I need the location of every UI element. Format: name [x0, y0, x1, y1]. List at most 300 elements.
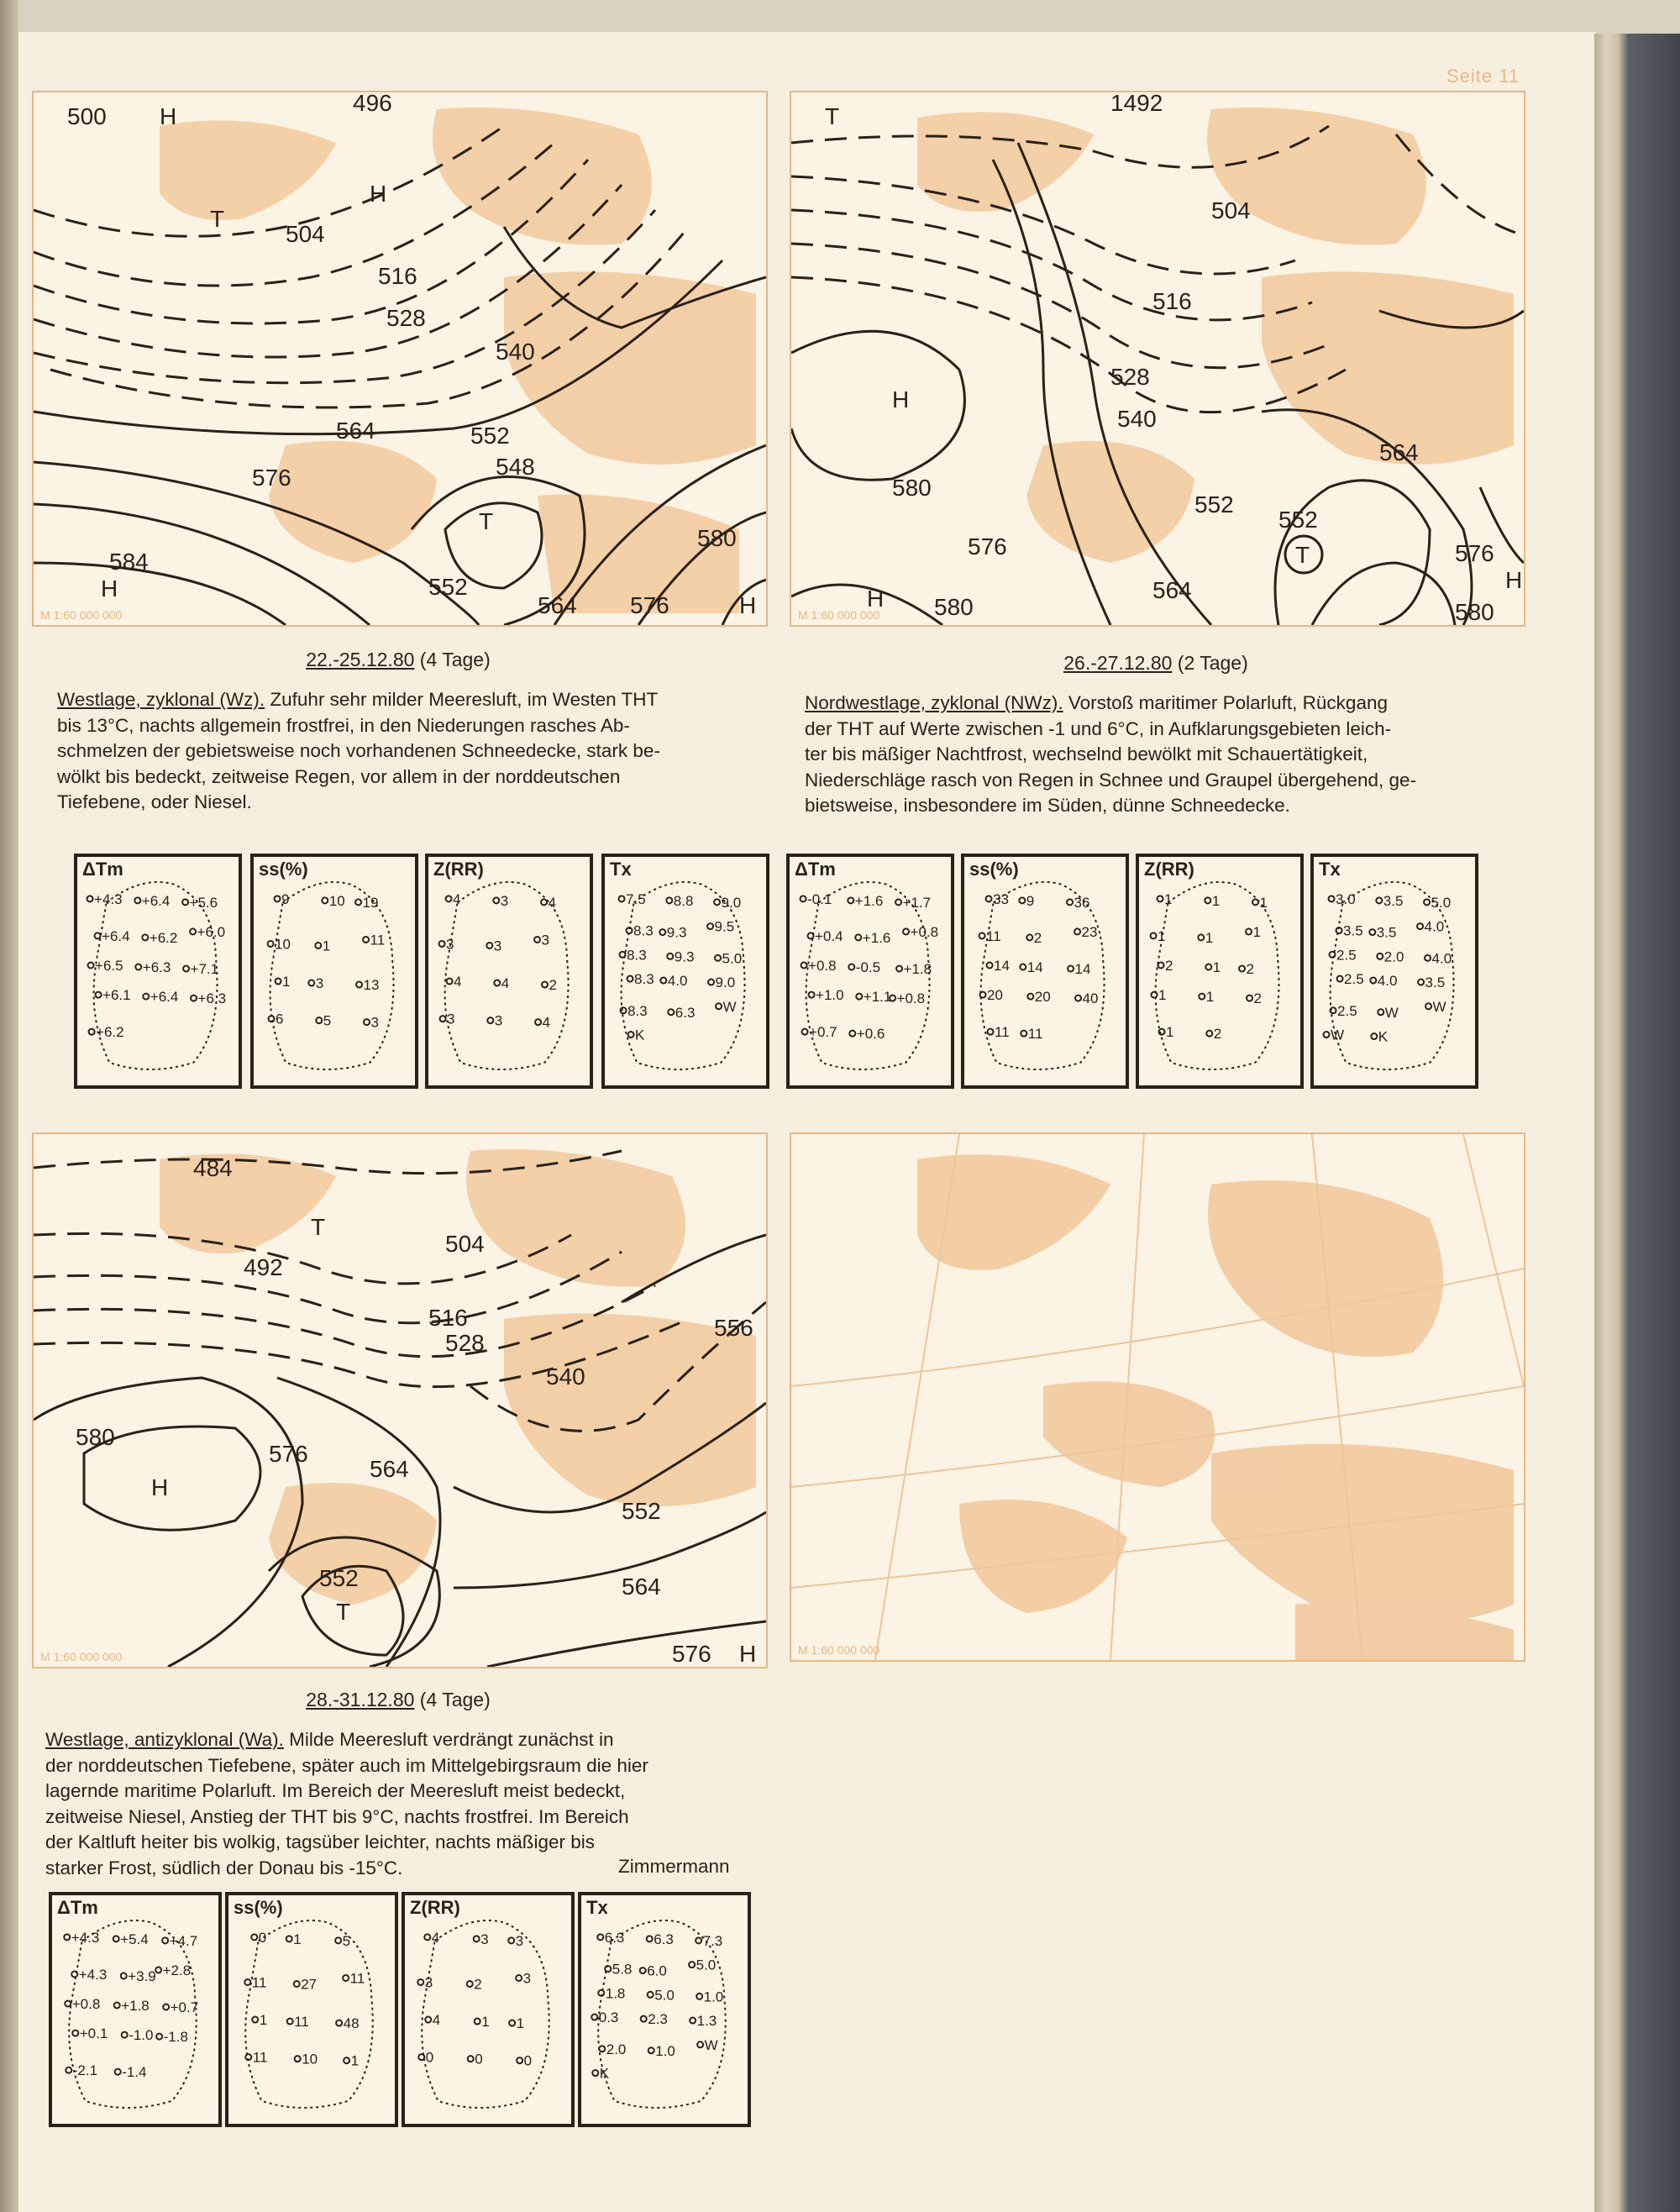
station-dot: [1158, 963, 1164, 969]
station-value: 10: [302, 2051, 318, 2068]
minimap-label: ss(%): [969, 859, 1019, 880]
minimap-label: ΔTm: [795, 859, 836, 880]
station-value: K: [635, 1027, 645, 1043]
station-value: 5.8: [612, 1961, 633, 1978]
station-value: 4: [548, 894, 557, 911]
isohypse-chart-1: [34, 92, 766, 625]
station-value: W: [1331, 1027, 1345, 1043]
station-dot: [335, 1937, 341, 1943]
station-dot: [72, 2031, 78, 2036]
minimap-label: Z(RR): [433, 859, 484, 880]
minimap-label: ss(%): [234, 1897, 283, 1918]
station-dot: [809, 992, 815, 998]
station-dot: [535, 1019, 541, 1025]
station-dot: [155, 1967, 161, 1973]
station-dot: [690, 2018, 696, 2024]
station-plot: [964, 857, 1126, 1085]
station-dot: [640, 1968, 646, 1973]
station-value: +1.0: [816, 987, 844, 1004]
station-dot: [1378, 1009, 1383, 1015]
contour-label: 576: [968, 533, 1007, 560]
desc-line: bis 13°C, nachts allgemein frostfrei, in den Niederungen rasches Ab-: [57, 714, 630, 736]
station-dot: [621, 1007, 627, 1013]
high-marker: H: [151, 1474, 169, 1500]
station-value: 3: [541, 932, 550, 948]
station-value: 13: [363, 977, 380, 994]
station-value: 1: [1259, 894, 1268, 911]
station-value: 33: [993, 891, 1009, 907]
station-dot: [627, 976, 633, 982]
station-dot: [592, 2070, 598, 2076]
contour-label: 580: [892, 475, 932, 501]
minimap-row1-4: [601, 854, 769, 1089]
contour-label: 540: [1117, 406, 1157, 432]
contour-label: 580: [934, 594, 974, 620]
station-dot: [143, 994, 149, 1000]
station-value: 3: [447, 1011, 455, 1027]
station-value: 4.0: [1431, 950, 1452, 967]
contour-label: 504: [286, 221, 325, 247]
station-dot: [986, 896, 992, 901]
contour-label: 564: [336, 418, 375, 444]
station-dot: [534, 937, 540, 943]
station-dot: [336, 2020, 342, 2026]
station-dot: [715, 955, 721, 961]
station-value: 4: [542, 1014, 551, 1031]
station-dot: [696, 1994, 702, 1999]
station-value: 20: [1034, 989, 1051, 1006]
station-plot: [77, 857, 239, 1085]
station-value: 1: [1205, 989, 1215, 1006]
station-dot: [316, 1017, 322, 1023]
station-value: 4: [432, 2012, 441, 2029]
station-value: 11: [251, 1974, 267, 1991]
station-dot: [541, 899, 547, 905]
station-value: +3.9: [128, 1968, 156, 1984]
station-dot: [487, 1017, 493, 1023]
station-dot: [1425, 1003, 1431, 1009]
station-dot: [71, 1971, 77, 1977]
map-scale: M 1:60 000 000: [40, 608, 123, 622]
station-dot: [467, 1981, 473, 1987]
station-value: +6.1: [102, 987, 131, 1004]
station-value: 2.5: [1344, 971, 1364, 988]
station-value: 6.3: [675, 1004, 696, 1021]
station-dot: [848, 897, 853, 903]
station-dot: [517, 2057, 522, 2063]
contour-label: 528: [1110, 364, 1150, 390]
station-value: 1: [282, 974, 291, 990]
station-value: 8.8: [673, 892, 694, 909]
station-dot: [115, 2069, 121, 2075]
station-value: 40: [1082, 990, 1099, 1007]
station-dot: [344, 2057, 349, 2063]
station-value: 9.0: [721, 894, 742, 911]
station-value: +1.6: [854, 892, 884, 909]
station-value: W: [704, 2036, 718, 2053]
station-dot: [1330, 952, 1336, 958]
station-dot: [468, 2056, 474, 2062]
station-dot: [446, 896, 452, 901]
station-value: 11: [986, 927, 1001, 944]
station-value: 9.5: [714, 918, 735, 935]
station-value: 1: [322, 938, 331, 954]
station-value: -0.1: [807, 891, 832, 907]
station-value: 0: [258, 1929, 267, 1946]
station-value: 4: [501, 975, 510, 992]
station-dot: [1152, 992, 1158, 998]
minimap-row1-2: [250, 854, 418, 1089]
station-dot: [89, 1029, 95, 1035]
high-marker: H: [1505, 567, 1523, 593]
contour-label: 564: [370, 1456, 409, 1482]
minimap-label: ΔTm: [57, 1897, 98, 1918]
map2-type: Nordwestlage, zyklonal (NWz).: [805, 692, 1063, 713]
desc-line: zeitweise Niesel, Anstieg der THT bis 9°C, nachts frostfrei. Im Bereich: [45, 1805, 629, 1827]
station-dot: [1425, 955, 1431, 961]
station-plot: [1314, 857, 1475, 1085]
contour-label: 552: [622, 1498, 661, 1524]
map1-description: [57, 687, 766, 816]
station-value: K: [599, 2065, 610, 2082]
isohypse-chart-3: [34, 1134, 766, 1667]
map3-days: (4 Tage): [419, 1689, 491, 1710]
desc-line: starker Frost, südlich der Donau bis -15°C.: [45, 1857, 403, 1878]
station-dot: [696, 1937, 701, 1943]
minimap-row3-3: [402, 1892, 575, 2127]
station-dot: [856, 994, 862, 1000]
contour-label: 580: [697, 525, 737, 551]
station-plot: [254, 857, 415, 1085]
station-value: +6.5: [95, 958, 123, 974]
station-value: 0: [425, 2049, 434, 2066]
station-dot: [1324, 1032, 1330, 1038]
station-dot: [619, 896, 625, 901]
station-value: 2.5: [1336, 947, 1357, 964]
station-dot: [591, 2015, 597, 2020]
station-dot: [162, 1937, 168, 1943]
station-dot: [660, 978, 666, 984]
desc-line: der norddeutschen Tiefebene, später auch im Mittelgebirgsraum die hier: [45, 1754, 648, 1776]
map1-date: 22.-25.12.80: [306, 649, 415, 670]
station-value: 5.0: [722, 950, 743, 967]
station-dot: [295, 2056, 301, 2062]
station-dot: [1246, 928, 1252, 934]
station-plot: [1139, 857, 1300, 1085]
station-value: 4: [453, 891, 461, 907]
map3-caption: [32, 1689, 764, 1711]
station-value: 1: [1166, 1024, 1174, 1041]
station-value: 3: [515, 1932, 524, 1949]
station-value: +5.4: [120, 1931, 149, 1947]
station-value: 20: [987, 987, 1003, 1004]
station-dot: [251, 1934, 257, 1940]
station-value: 5.0: [696, 1957, 717, 1973]
station-value: 2: [1033, 929, 1042, 946]
station-value: 1: [1205, 929, 1214, 946]
map2-description: [805, 691, 1507, 819]
contour-label: 496: [353, 92, 392, 116]
station-value: -2.1: [72, 2062, 98, 2079]
station-value: 3: [370, 1014, 380, 1031]
station-dot: [134, 897, 140, 903]
station-value: 2: [549, 977, 558, 994]
station-dot: [494, 980, 500, 986]
station-dot: [1199, 994, 1205, 1000]
station-value: 9.3: [666, 924, 687, 941]
station-value: +0.4: [815, 927, 843, 944]
high-marker: H: [160, 103, 177, 129]
station-value: 1.8: [605, 1985, 626, 2002]
station-dot: [142, 934, 148, 940]
station-dot: [343, 1975, 349, 1981]
contour-label: 548: [496, 454, 535, 480]
station-dot: [903, 928, 909, 934]
station-value: 11: [252, 2049, 268, 2066]
station-dot: [1337, 976, 1343, 982]
station-value: +1.8: [903, 961, 932, 977]
desc-line: Zufuhr sehr milder Meeresluft, im Westen THT: [265, 689, 659, 710]
station-dot: [1418, 980, 1424, 985]
station-dot: [163, 2004, 169, 2010]
base-map: [791, 1134, 1524, 1660]
station-dot: [1021, 1031, 1026, 1037]
minimap-row2-2: [961, 854, 1129, 1089]
contour-label: 576: [1455, 540, 1494, 566]
low-marker: T: [210, 206, 225, 232]
station-dot: [714, 899, 720, 905]
station-value: 1.3: [696, 2013, 717, 2030]
map3-type: Westlage, antizyklonal (Wa).: [45, 1729, 284, 1750]
station-value: 8.3: [627, 1002, 648, 1019]
station-dot: [1205, 897, 1210, 903]
station-value: 36: [1074, 894, 1090, 911]
station-value: +0.8: [910, 923, 939, 940]
station-dot: [87, 896, 93, 901]
desc-line: ter bis mäßiger Nachtfrost, wechselnd bewölkt mit Schauertätigkeit,: [805, 743, 1368, 764]
station-value: 3.5: [1376, 924, 1397, 941]
station-dot: [183, 966, 189, 972]
station-value: 6.3: [654, 1931, 674, 1947]
station-value: 1: [1252, 923, 1262, 940]
contour-label: 564: [622, 1574, 661, 1600]
station-value: 1.0: [655, 2042, 675, 2059]
minimap-row1-1: [74, 854, 242, 1089]
low-marker: T: [1295, 542, 1310, 568]
station-dot: [689, 1962, 695, 1968]
minimap-label: Z(RR): [1144, 859, 1194, 880]
station-value: +6.2: [96, 1024, 124, 1041]
station-dot: [1252, 899, 1258, 905]
weather-map-1: [32, 91, 768, 627]
station-value: +6.0: [197, 923, 226, 940]
map2-days: (2 Tage): [1177, 652, 1248, 674]
station-value: 3.0: [1336, 891, 1356, 907]
station-value: 2: [1253, 990, 1263, 1007]
station-dot: [1370, 978, 1376, 984]
station-value: +0.8: [896, 990, 926, 1007]
contour-label: 552: [428, 574, 468, 600]
map-scale: M 1:60 000 000: [798, 608, 880, 622]
station-dot: [988, 1029, 994, 1035]
station-dot: [286, 1936, 292, 1941]
station-value: +1.1: [863, 989, 892, 1006]
station-dot: [287, 2019, 293, 2025]
contour-label: 564: [1379, 439, 1419, 465]
station-dot: [1239, 966, 1245, 972]
station-value: 3: [494, 1012, 503, 1029]
contour-label: 584: [109, 549, 149, 575]
station-dot: [801, 963, 807, 969]
station-value: +1.6: [862, 929, 891, 946]
station-dot: [95, 933, 101, 938]
desc-line: der THT auf Werte zwischen -1 und 6°C, in Aufklarungsgebieten leich-: [805, 717, 1392, 739]
minimap-label: Tx: [1319, 859, 1341, 880]
station-dot: [474, 1936, 480, 1941]
station-dot: [599, 2046, 605, 2052]
station-value: +0.8: [808, 958, 837, 974]
station-value: +0.8: [71, 1996, 101, 2012]
station-dot: [88, 963, 94, 969]
desc-line: schmelzen der gebietsweise noch vorhandenen Schneedecke, stark be-: [57, 740, 660, 761]
low-marker: T: [825, 103, 840, 129]
station-dot: [597, 1934, 603, 1940]
station-value: +6.3: [197, 990, 227, 1007]
minimap-label: Tx: [610, 859, 632, 880]
station-dot: [716, 1003, 722, 1009]
station-dot: [244, 1979, 250, 1985]
station-value: 14: [1026, 959, 1043, 975]
station-value: +1.7: [902, 894, 932, 911]
low-marker: T: [479, 508, 494, 534]
station-dot: [475, 2019, 480, 2025]
station-value: 1: [1164, 891, 1173, 907]
station-value: 1: [1158, 987, 1167, 1004]
contour-label: 484: [193, 1155, 233, 1181]
station-dot: [66, 2068, 71, 2073]
station-value: 2: [474, 1976, 482, 1993]
contour-label: 504: [445, 1231, 485, 1257]
map-scale: M 1:60 000 000: [798, 1643, 880, 1657]
desc-line: Milde Meeresluft verdrängt zunächst in: [283, 1729, 614, 1750]
station-dot: [1198, 934, 1204, 940]
station-value: 3: [493, 938, 502, 954]
station-dot: [294, 1981, 300, 1987]
station-value: +1.8: [121, 1998, 150, 2014]
desc-line: Tiefebene, oder Niesel.: [57, 791, 252, 812]
station-dot: [808, 933, 814, 938]
station-value: 1: [1212, 959, 1221, 975]
station-dot: [641, 2016, 647, 2022]
weather-map-3: [32, 1132, 768, 1668]
high-marker: H: [867, 586, 885, 612]
station-value: -1.4: [122, 2064, 147, 2081]
station-dot: [1158, 896, 1163, 901]
station-value: 14: [1074, 961, 1091, 977]
station-plot: [228, 1895, 395, 2124]
station-dot: [1027, 994, 1033, 1000]
station-dot: [987, 963, 993, 969]
station-dot: [417, 1979, 423, 1985]
station-value: 3: [522, 1970, 532, 1987]
station-dot: [363, 937, 369, 943]
station-value: 1: [259, 2012, 268, 2029]
station-dot: [493, 897, 499, 903]
contour-label: 516: [1152, 288, 1192, 314]
station-dot: [191, 996, 197, 1001]
station-value: 2: [1246, 961, 1255, 977]
station-value: 2: [1165, 958, 1173, 974]
station-value: 5: [342, 1932, 351, 1949]
contour-label: 564: [1152, 577, 1192, 603]
station-value: 3.5: [1343, 922, 1363, 939]
station-value: 3: [480, 1931, 489, 1947]
station-value: 9.3: [674, 948, 695, 965]
station-value: +6.2: [149, 929, 178, 946]
station-value: 10: [275, 936, 291, 953]
contour-label: 528: [445, 1330, 485, 1356]
station-dot: [1371, 1033, 1377, 1039]
station-dot: [1417, 923, 1423, 929]
station-value: 11: [995, 1024, 1010, 1041]
station-value: 2.5: [1337, 1002, 1357, 1019]
high-marker: H: [739, 592, 757, 618]
station-plot: [405, 1895, 571, 2124]
station-dot: [1205, 964, 1211, 970]
station-value: 1: [350, 2052, 360, 2069]
station-dot: [424, 1934, 430, 1940]
station-dot: [1074, 928, 1080, 934]
minimap-label: ss(%): [259, 859, 308, 880]
station-dot: [1329, 896, 1335, 901]
station-dot: [647, 1936, 653, 1941]
minimap-row2-4: [1310, 854, 1478, 1089]
station-value: 3: [500, 892, 509, 909]
minimap-row3-4: [578, 1892, 751, 2127]
contour-label: 540: [496, 339, 535, 365]
station-plot: [605, 857, 766, 1085]
station-dot: [620, 952, 626, 958]
contour-label: 552: [1278, 507, 1318, 533]
station-value: W: [1432, 998, 1446, 1015]
map1-days: (4 Tage): [419, 649, 491, 670]
station-dot: [356, 982, 362, 988]
contour-label: 528: [386, 305, 426, 331]
station-value: 6: [276, 1011, 284, 1027]
station-value: +6.4: [141, 892, 171, 909]
contour-label: 492: [244, 1254, 283, 1280]
station-dot: [322, 897, 328, 903]
station-value: 11: [370, 932, 386, 948]
desc-line: Niederschläge rasch von Regen in Schnee und Graupel übergehend, ge-: [805, 769, 1416, 791]
station-dot: [628, 1032, 634, 1038]
station-dot: [708, 980, 714, 985]
contour-label: 552: [470, 423, 510, 449]
station-dot: [1247, 996, 1252, 1001]
station-value: 2.3: [648, 2011, 668, 2028]
station-value: 11: [1027, 1026, 1043, 1043]
station-value: 48: [343, 2015, 360, 2032]
station-value: -1.0: [129, 2027, 154, 2044]
low-marker: T: [336, 1599, 351, 1625]
station-dot: [1424, 899, 1430, 905]
map-scale: M 1:60 000 000: [40, 1650, 123, 1663]
contour-label: 1492: [1110, 92, 1163, 116]
desc-line: Vorstoß maritimer Polarluft, Rückgang: [1063, 692, 1388, 713]
station-value: +2.8: [162, 1962, 192, 1978]
station-value: +4.7: [169, 1932, 198, 1949]
weather-map-2: [790, 91, 1525, 627]
